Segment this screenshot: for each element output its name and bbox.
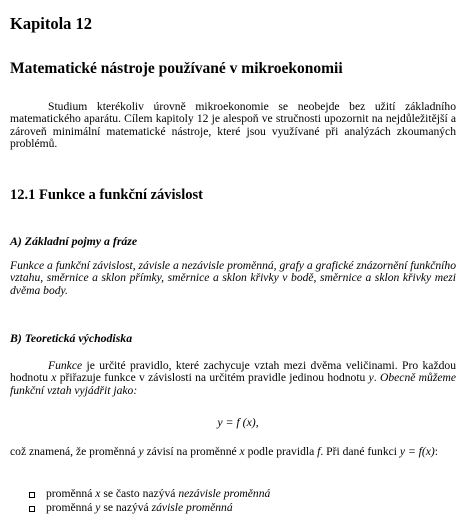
list-item <box>29 487 270 501</box>
var-x: x <box>239 445 245 458</box>
definition-paragraph <box>10 360 456 397</box>
chapter-heading: Kapitola 12 <box>10 14 93 33</box>
bullet-list <box>29 487 270 514</box>
list-item <box>29 501 270 515</box>
def-text-3: . <box>373 371 380 385</box>
var-x: x <box>51 371 57 385</box>
bullet-var: x <box>95 487 101 500</box>
keywords-paragraph: Funkce a funkční závislost, závisle a nezávisle proměnná, grafy a grafické znázornění funkčního vztahu, směrnice a sklon přímky, směrnice a sklon křivky v bodě, směrnice a sklon křivky mezi dvěma body. <box>10 259 456 297</box>
intro-paragraph: Studium kterékoliv úrovně mikroekonomie se neobejde bez užití základního matematického aparátu. Cílem kapitoly 12 je alespoň ve stručnosti upozornit na nejdůležitější a zároveň minimální matematické nástroje, které jsou využívané při analýzách zkoumaných problémů. <box>10 100 456 150</box>
function-expression: y = f(x) <box>399 445 435 458</box>
bullet-pre: proměnná <box>46 500 96 514</box>
def-text-2: přiřazuje funkce v závislosti na určitém pravidle jedinou hodnotu <box>56 371 369 385</box>
expl-text-4: . Při dané funkci <box>320 445 400 458</box>
def-text-1: je určité pravidlo, které zachycuje vztah mezi dvěma veličinami. Pro každou hodnotu <box>10 359 456 385</box>
expl-text-3: podle pravidla <box>244 445 318 458</box>
subheading-basic-terms: A) Základní pojmy a fráze <box>10 234 138 248</box>
expl-text-1: což znamená, že proměnná <box>10 445 139 458</box>
square-bullet-icon <box>29 506 35 512</box>
var-y: y <box>368 371 374 385</box>
term-funkce: Funkce <box>48 359 83 372</box>
def-general: Obecně můžeme funkční vztah vyjádřit jako: <box>10 371 457 397</box>
expl-text-5: : <box>434 445 438 458</box>
function-formula: y = f (x), <box>217 415 259 429</box>
chapter-title: Matematické nástroje používané v mikroekonomii <box>10 60 343 77</box>
bullet-term: nezávisle proměnná <box>178 487 271 500</box>
var-y: y <box>138 445 144 458</box>
subheading-theory: B) Teoretická východiska <box>10 331 133 345</box>
bullet-mid: se často nazývá <box>100 487 179 500</box>
bullet-pre: proměnná <box>46 487 96 500</box>
square-bullet-icon <box>29 492 35 498</box>
var-f: f <box>317 445 321 458</box>
bullet-var: y <box>95 500 101 514</box>
section-heading: 12.1 Funkce a funkční závislost <box>10 187 203 203</box>
expl-text-2: závisí na proměnné <box>143 445 240 458</box>
bullet-term: závisle proměnná <box>151 500 233 514</box>
explanation-paragraph <box>10 446 456 458</box>
bullet-mid: se nazývá <box>100 500 152 514</box>
